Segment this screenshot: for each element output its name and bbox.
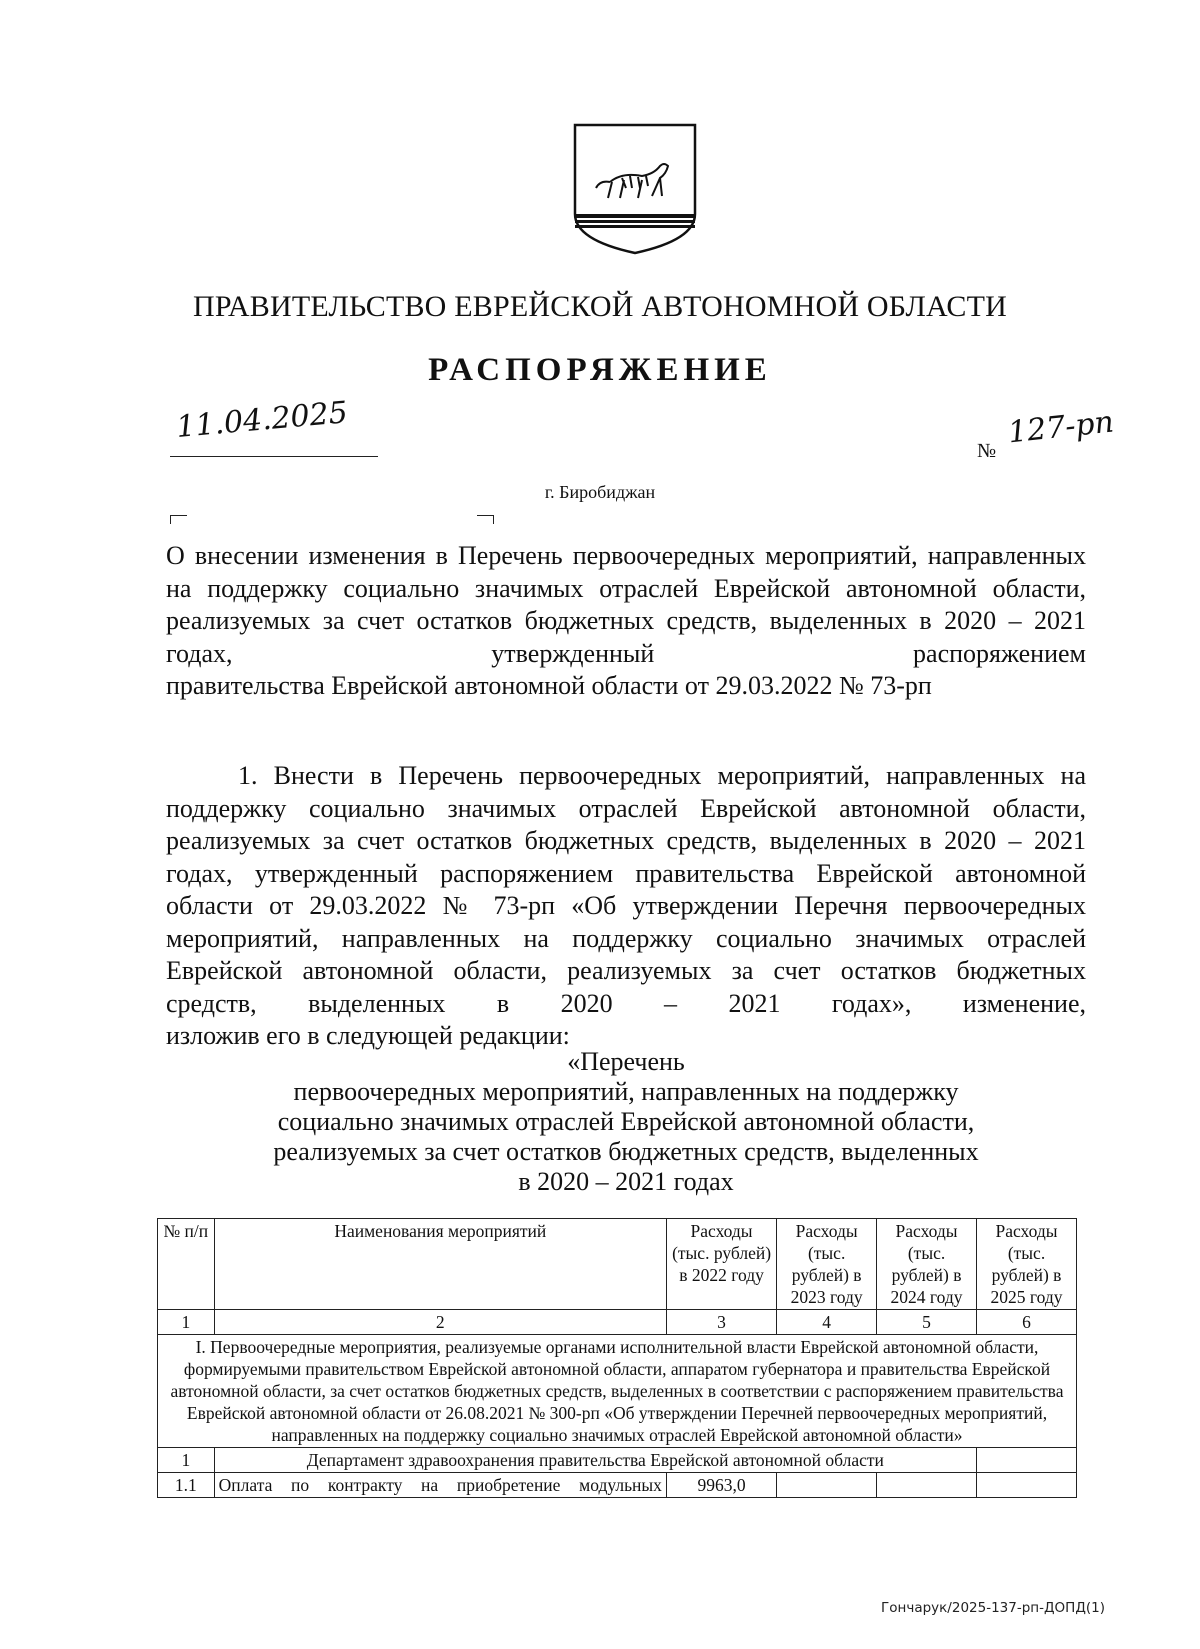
government-title: ПРАВИТЕЛЬСТВО ЕВРЕЙСКОЙ АВТОНОМНОЙ ОБЛАСТИ — [193, 290, 1007, 323]
body-line: поддержку социально значимых отраслей Еврейской автономной области, — [166, 793, 1086, 823]
document-date: 11.04.2025 — [174, 395, 350, 445]
col-number: 5 — [877, 1310, 977, 1335]
section-heading: I. Первоочередные мероприятия, реализуемые органами исполнительной власти Еврейской автономной области, формируемыми правительством Еврейской автономной области, аппаратом губернатора и правительства Еврейской автономной области, за счет остатков бюджетных средств, выделенных в соответствии с распоряжением правительства Еврейской автономной области от 26.08.2021 № 300-рп «Об утверждении Перечней первоочередных мероприятий, направленных на поддержку социально значимых отраслей Еврейской автономной области» — [158, 1335, 1077, 1448]
section-row — [158, 1335, 1077, 1448]
body-line: изложив его в следующей редакции: — [166, 1021, 570, 1050]
subject-line: автономной области, реализуемых за счет остатков бюджетных средств, — [166, 573, 1086, 635]
corner-mark-left — [170, 515, 187, 524]
subject-line: правительства Еврейской автономной области от 29.03.2022 № 73-рп — [166, 671, 932, 700]
col-number: 2 — [214, 1310, 666, 1335]
list-title-line: первоочередных мероприятий, направленных на поддержку — [293, 1077, 959, 1106]
row-num: 1.1 — [158, 1473, 215, 1498]
body-line: реализуемых за счет остатков бюджетных средств, выделенных в 2020 – — [166, 826, 1022, 855]
body-line: первоочередных мероприятий, направленных на поддержку социально — [166, 891, 1086, 953]
list-title-line: социально значимых отраслей Еврейской автономной области, — [277, 1107, 975, 1136]
body-line: 2021 годах, утвержденный распоряжением правительства Еврейской — [166, 826, 1086, 888]
table-row — [158, 1473, 1077, 1498]
header-2024: Расходы (тыс. рублей) в 2024 году — [877, 1219, 977, 1310]
col-number: 6 — [977, 1310, 1077, 1335]
header-name: Наименования мероприятий — [214, 1219, 666, 1310]
list-title-line: в 2020 – 2021 годах — [518, 1167, 734, 1196]
list-title-line: реализуемых за счет остатков бюджетных средств, выделенных — [273, 1137, 979, 1166]
corner-mark-right — [477, 515, 494, 524]
number-label: № — [977, 440, 997, 462]
value-2023 — [777, 1473, 877, 1498]
subject — [166, 540, 1086, 703]
tiger-coat-of-arms-icon — [572, 122, 698, 256]
body-paragraph — [166, 760, 1086, 1053]
list-title — [166, 1047, 1086, 1197]
col-number: 3 — [666, 1310, 776, 1335]
column-number-row — [158, 1310, 1077, 1335]
table-header-row — [158, 1219, 1077, 1310]
subject-line: выделенных в 2020 – 2021 годах, утвержденный распоряжением — [166, 606, 1087, 668]
value-2022: 9963,0 — [666, 1473, 776, 1498]
header-num: № п/п — [158, 1219, 215, 1310]
body-line: значимых отраслей Еврейской автономной области, реализуемых за счет — [166, 923, 1086, 985]
body-line: 1. Внести в Перечень первоочередных мероприятий, направленных на — [238, 761, 1086, 790]
header-2022: Расходы (тыс. рублей) в 2022 году — [666, 1219, 776, 1310]
department-name: Департамент здравоохранения правительства Еврейской автономной области — [214, 1448, 976, 1473]
city: г. Биробиджан — [544, 482, 656, 502]
subject-line: О внесении изменения в Перечень первоочередных мероприятий, — [166, 541, 918, 570]
value-2025 — [977, 1473, 1077, 1498]
document-type: РАСПОРЯЖЕНИЕ — [428, 352, 772, 388]
body-line: автономной области от 29.03.2022 № 73-рп «Об утверждении Перечня — [166, 858, 1087, 920]
body-line: остатков бюджетных средств, выделенных в 2020 – 2021 годах», изменение, — [166, 956, 1086, 1018]
subject-line: направленных на поддержку социально значимых отраслей Еврейской — [166, 541, 1087, 603]
coat-of-arms — [572, 122, 698, 256]
row-num: 1 — [158, 1448, 215, 1473]
table-row — [158, 1448, 1077, 1473]
header-2023: Расходы (тыс. рублей) в 2023 году — [777, 1219, 877, 1310]
empty-cell — [977, 1448, 1077, 1473]
col-number: 1 — [158, 1310, 215, 1335]
list-title-line: «Перечень — [567, 1047, 685, 1076]
value-2024 — [877, 1473, 977, 1498]
col-number: 4 — [777, 1310, 877, 1335]
item-name: Оплата по контракту на приобретение модульных — [214, 1473, 666, 1498]
expenses-table — [157, 1218, 1077, 1498]
document-number: 127-рп — [1006, 404, 1116, 451]
document-code: Гончарук/2025-137-рп-ДОПД(1) — [881, 1600, 1105, 1616]
header-2025: Расходы (тыс. рублей) в 2025 году — [977, 1219, 1077, 1310]
